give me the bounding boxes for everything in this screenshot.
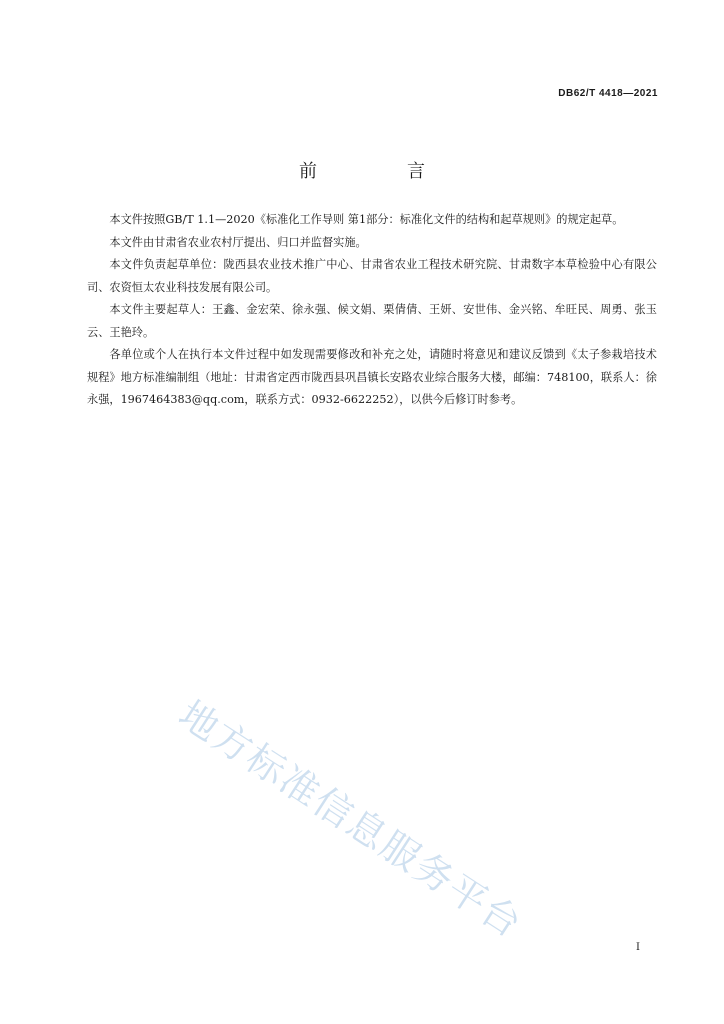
paragraph-drafters: 本文件主要起草人：王鑫、金宏荣、徐永强、候文娟、栗倩倩、王妍、安世伟、金兴铭、牟旺民、周勇、张玉云、王艳玲。 xyxy=(87,303,657,339)
document-code: DB62/T 4418—2021 xyxy=(558,88,658,99)
paragraph-feedback: 各单位或个人在执行本文件过程中如发现需要修改和补充之处，请随时将意见和建议反馈到《太子参栽培技术规程》地方标准编制组（地址：甘肃省定西市陇西县巩昌镇长安路农业综合服务大楼，邮编：748100，联系人：徐永强，1967464383@qq.com，联系方式：0932-6622252），以供今后修订时参考。 xyxy=(87,348,657,406)
paragraph-drafting-units: 本文件负责起草单位：陇西县农业技术推广中心、甘肃省农业工程技术研究院、甘肃数字本草检验中心有限公司、农资恒太农业科技发展有限公司。 xyxy=(87,258,657,294)
foreword-body xyxy=(87,209,657,412)
page-number: I xyxy=(636,942,640,953)
paragraph-drafting-rules: 本文件按照GB/T 1.1—2020《标准化工作导则 第1部分：标准化文件的结构和起草规则》的规定起草。 xyxy=(109,213,624,226)
paragraph-proposer: 本文件由甘肃省农业农村厅提出、归口并监督实施。 xyxy=(109,235,367,249)
page-title: 前 言 xyxy=(299,161,461,182)
watermark: 地方标准信息服务平台 xyxy=(171,691,531,947)
